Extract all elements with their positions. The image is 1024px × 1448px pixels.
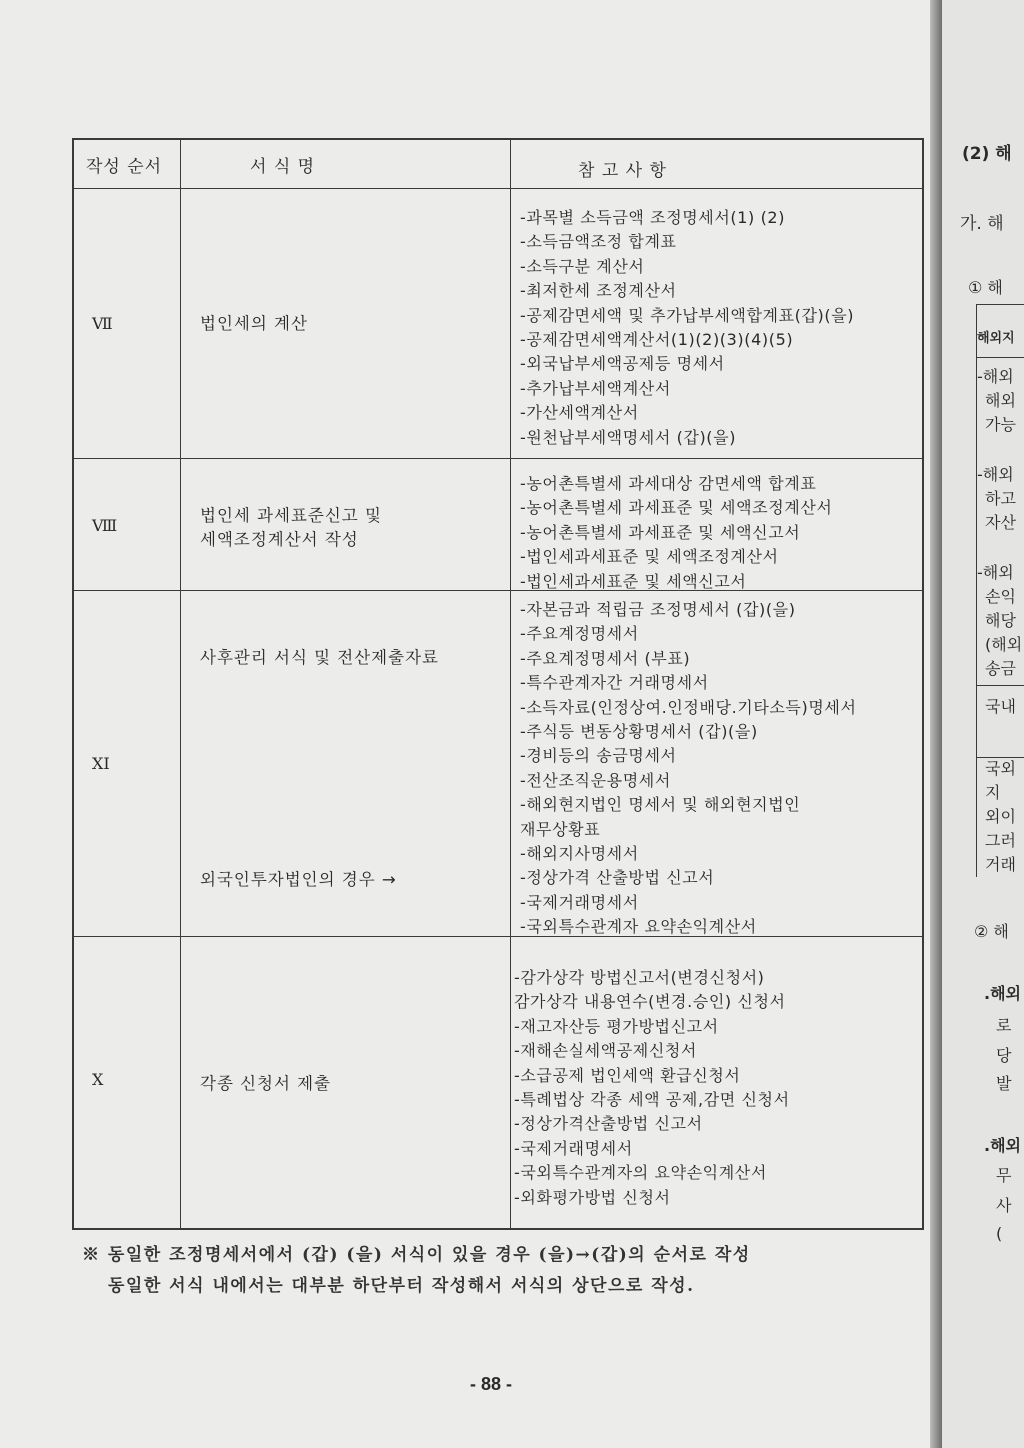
reference-item: -국제거래명세서: [514, 1138, 633, 1158]
row-references: [514, 966, 790, 1210]
reference-item: 감가상각 내용연수(변경.승인) 신청서: [514, 992, 786, 1012]
reference-item: -농어촌특별세 과세표준 및 세액신고서: [520, 522, 801, 542]
reference-item: -농어촌특별세 과세표준 및 세액조정계산서: [520, 498, 833, 518]
facing-table-cell: -해외: [977, 563, 1014, 582]
facing-table-cell: 가능: [985, 415, 1016, 434]
facing-table-cell: 해외: [985, 391, 1016, 410]
footnote-line: ※ 동일한 조정명세서에서 (갑) (을) 서식이 있을 경우 (을)→(갑)의 순서로 작성: [82, 1245, 751, 1265]
form-name-line: 법인세 과세표준신고 및: [200, 506, 382, 525]
reference-item: -정상가격 산출방법 신고서: [520, 868, 715, 888]
reference-item: -전산조직운용명세서: [520, 770, 671, 790]
reference-item: -특수관계자간 거래명세서: [520, 673, 709, 693]
facing-text: 무: [996, 1166, 1012, 1185]
facing-table-cell: -해외: [977, 367, 1014, 386]
footnote-line: 동일한 서식 내에서는 대부분 하단부터 작성해서 서식의 상단으로 작성.: [108, 1276, 695, 1296]
form-name-line: 세액조정계산서 작성: [200, 530, 359, 549]
facing-table-cell: 손익: [985, 587, 1016, 606]
reference-item: -경비등의 송금명세서: [520, 746, 677, 766]
reference-item: -법인세과세표준 및 세액신고서: [520, 571, 747, 591]
form-name-line: 법인세의 계산: [200, 314, 308, 333]
reference-item: -농어촌특별세 과세대상 감면세액 합계표: [520, 474, 817, 493]
facing-subheading: ① 해: [968, 278, 1003, 297]
row-references: [520, 206, 854, 450]
facing-text: (: [996, 1224, 1003, 1243]
table-divider: [180, 140, 181, 1228]
facing-table-cell: 거래: [985, 855, 1016, 874]
form-order-table: [72, 138, 924, 1230]
reference-item: -가산세액계산서: [520, 403, 639, 423]
facing-subheading: ② 해: [974, 922, 1009, 941]
facing-text: 사: [996, 1196, 1012, 1215]
reference-item: -소급공제 법인세액 환급신청서: [514, 1065, 741, 1085]
facing-table-cell: 국내: [985, 697, 1016, 716]
form-name-line: 각종 신청서 제출: [200, 1074, 332, 1093]
table-divider: [74, 188, 922, 189]
facing-text: .해외: [984, 1136, 1021, 1155]
row-form-name: [200, 646, 439, 670]
reference-item: -재해손실세액공제신청서: [514, 1041, 697, 1061]
footnote: [82, 1240, 751, 1302]
reference-item: -외국납부세액공제등 명세서: [520, 354, 725, 374]
facing-table-cell: 지: [985, 783, 1001, 802]
reference-item: -외화평가방법 신청서: [514, 1187, 671, 1207]
row-order: XI: [92, 754, 110, 773]
reference-item: -해외현지법인 명세서 및 해외현지법인: [520, 795, 801, 815]
facing-heading: (2) 해: [962, 144, 1012, 164]
facing-table-cell: 송금: [985, 659, 1016, 678]
row-form-name: [200, 312, 308, 336]
form-name-line: 사후관리 서식 및 전산제출자료: [200, 648, 439, 667]
facing-text: 발: [996, 1074, 1012, 1093]
facing-table-cell: 하고: [985, 489, 1016, 508]
facing-table-cell: 그러: [985, 831, 1016, 850]
row-references: [520, 598, 857, 940]
reference-item: -최저한세 조정계산서: [520, 281, 677, 301]
reference-item: -정상가격산출방법 신고서: [514, 1114, 703, 1134]
reference-item: -재고자산등 평가방법신고서: [514, 1016, 719, 1036]
facing-text: .해외: [984, 984, 1021, 1003]
row-references: [520, 472, 832, 594]
row-form-name: [200, 1072, 331, 1096]
reference-item: -자본금과 적립금 조정명세서 (갑)(을): [520, 600, 796, 619]
reference-item: -감가상각 방법신고서(변경신청서): [514, 968, 765, 987]
facing-table-cell: (해외: [985, 635, 1023, 654]
reference-item: -국외특수관계자의 요약손익계산서: [514, 1163, 767, 1183]
facing-text: 로: [996, 1016, 1012, 1035]
reference-item: -공제감면세액 및 추가납부세액합계표(갑)(을): [520, 305, 855, 325]
facing-table-cell: 외이: [985, 807, 1016, 826]
header-form-name: 서 식 명: [250, 157, 316, 177]
facing-table-cell: -해외: [977, 465, 1014, 484]
facing-table-header: 해외지: [977, 331, 1015, 346]
row-order: Ⅷ: [92, 516, 118, 535]
header-order: 작성 순서: [86, 157, 163, 177]
reference-item: -해외지사명세서: [520, 844, 639, 864]
reference-item: -과목별 소득금액 조정명세서(1) (2): [520, 208, 786, 227]
reference-item: -주식등 변동상황명세서 (갑)(을): [520, 722, 758, 742]
header-references: 참 고 사 항: [578, 161, 667, 181]
reference-item: -추가납부세액계산서: [520, 378, 671, 398]
facing-table-cell: 국외: [985, 759, 1016, 778]
facing-table: [976, 304, 1024, 877]
row-form-name-extra: 외국인투자법인의 경우 →: [200, 870, 397, 889]
row-order: X: [92, 1070, 104, 1089]
facing-table-cell: 해당: [985, 611, 1016, 630]
facing-table-cell: 자산: [985, 513, 1016, 532]
reference-item: -공제감면세액계산서(1)(2)(3)(4)(5): [520, 330, 794, 350]
reference-item: -원천납부세액명세서 (갑)(을): [520, 427, 737, 447]
table-divider: [74, 458, 922, 459]
row-form-name: [200, 504, 382, 552]
reference-item: -소득자료(인정상여.인정배당.기타소득)명세서: [520, 697, 857, 717]
reference-item: -주요계정명세서 (부표): [520, 648, 691, 668]
reference-item: -특례법상 각종 세액 공제,감면 신청서: [514, 1090, 790, 1110]
reference-item: -국제거래명세서: [520, 892, 639, 912]
row-order: Ⅶ: [92, 314, 113, 333]
reference-item: -주요계정명세서: [520, 624, 639, 644]
facing-heading: 가. 해: [960, 214, 1004, 234]
table-divider: [510, 140, 511, 1228]
page-number: - 88 -: [470, 1374, 513, 1394]
reference-item: 재무상황표: [520, 819, 601, 839]
reference-item: -소득구분 계산서: [520, 256, 645, 276]
reference-item: -소득금액조정 합계표: [520, 232, 677, 252]
reference-item: -법인세과세표준 및 세액조정계산서: [520, 547, 779, 567]
facing-text: 당: [996, 1046, 1012, 1065]
reference-item: -국외특수관계자 요약손익계산서: [520, 917, 757, 937]
